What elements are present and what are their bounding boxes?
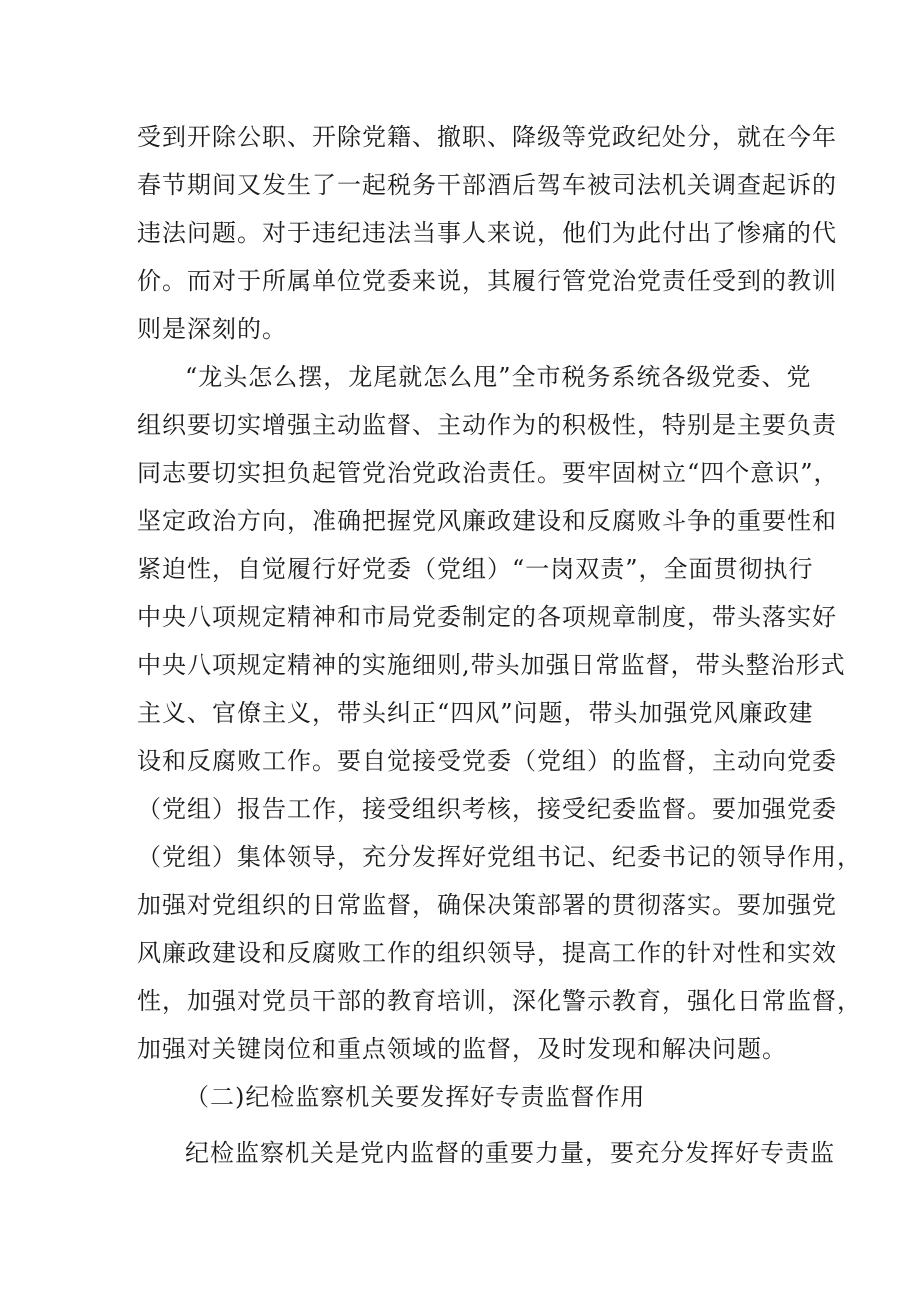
paragraph-line: 紧迫性，自觉履行好党委（党组）“一岗双责”，全面贯彻执行 — [137, 555, 814, 583]
paragraph-line: 加强对关键岗位和重点领域的监督，及时发现和解决问题。 — [137, 1035, 787, 1063]
paragraph-line: 纪检监察机关是党内监督的重要力量，要充分发挥好专责监 — [185, 1139, 835, 1167]
paragraph-line: 组织要切实增强主动监督、主动作为的积极性，特别是主要负责 — [137, 411, 837, 439]
paragraph-line: 性，加强对党员干部的教育培训，深化警示教育，强化日常监督， — [137, 987, 862, 1015]
paragraph-line: 坚定政治方向，准确把握党风廉政建设和反腐败斗争的重要性和 — [137, 507, 837, 535]
paragraph-line: 主义、官僚主义，带头纠正“四风”问题，带头加强党风廉政建 — [137, 699, 814, 727]
paragraph-line: 设和反腐败工作。要自觉接受党委（党组）的监督，主动向党委 — [137, 747, 837, 775]
paragraph-line: 则是深刻的。 — [137, 315, 287, 343]
paragraph-line: （党组）报告工作，接受组织考核，接受纪委监督。要加强党委 — [137, 795, 837, 823]
paragraph-line: 加强对党组织的日常监督，确保决策部署的贯彻落实。要加强党 — [137, 891, 837, 919]
paragraph-line: “龙头怎么摆，龙尾就怎么甩”全市税务系统各级党委、党 — [185, 363, 812, 391]
paragraph-line: （党组）集体领导，充分发挥好党组书记、纪委书记的领导作用， — [137, 843, 862, 871]
paragraph-line: 同志要切实担负起管党治党政治责任。要牢固树立“四个意识”， — [137, 459, 839, 487]
paragraph-line: 违法问题。对于违纪违法当事人来说，他们为此付出了惨痛的代 — [137, 219, 837, 247]
paragraph-line: 受到开除公职、开除党籍、撤职、降级等党政纪处分，就在今年 — [137, 123, 837, 151]
paragraph-line: 价。而对于所属单位党委来说，其履行管党治党责任受到的教训 — [137, 267, 837, 295]
section-heading: （二)纪检监察机关要发挥好专责监督作用 — [185, 1083, 646, 1111]
paragraph-line: 春节期间又发生了一起税务干部酒后驾车被司法机关调查起诉的 — [137, 171, 837, 199]
paragraph-line: 中央八项规定精神和市局党委制定的各项规章制度，带头落实好 — [137, 603, 837, 631]
paragraph-line: 风廉政建设和反腐败工作的组织领导，提高工作的针对性和实效 — [137, 939, 837, 967]
paragraph-line: 中央八项规定精神的实施细则,带头加强日常监督，带头整治形式 — [137, 651, 846, 679]
